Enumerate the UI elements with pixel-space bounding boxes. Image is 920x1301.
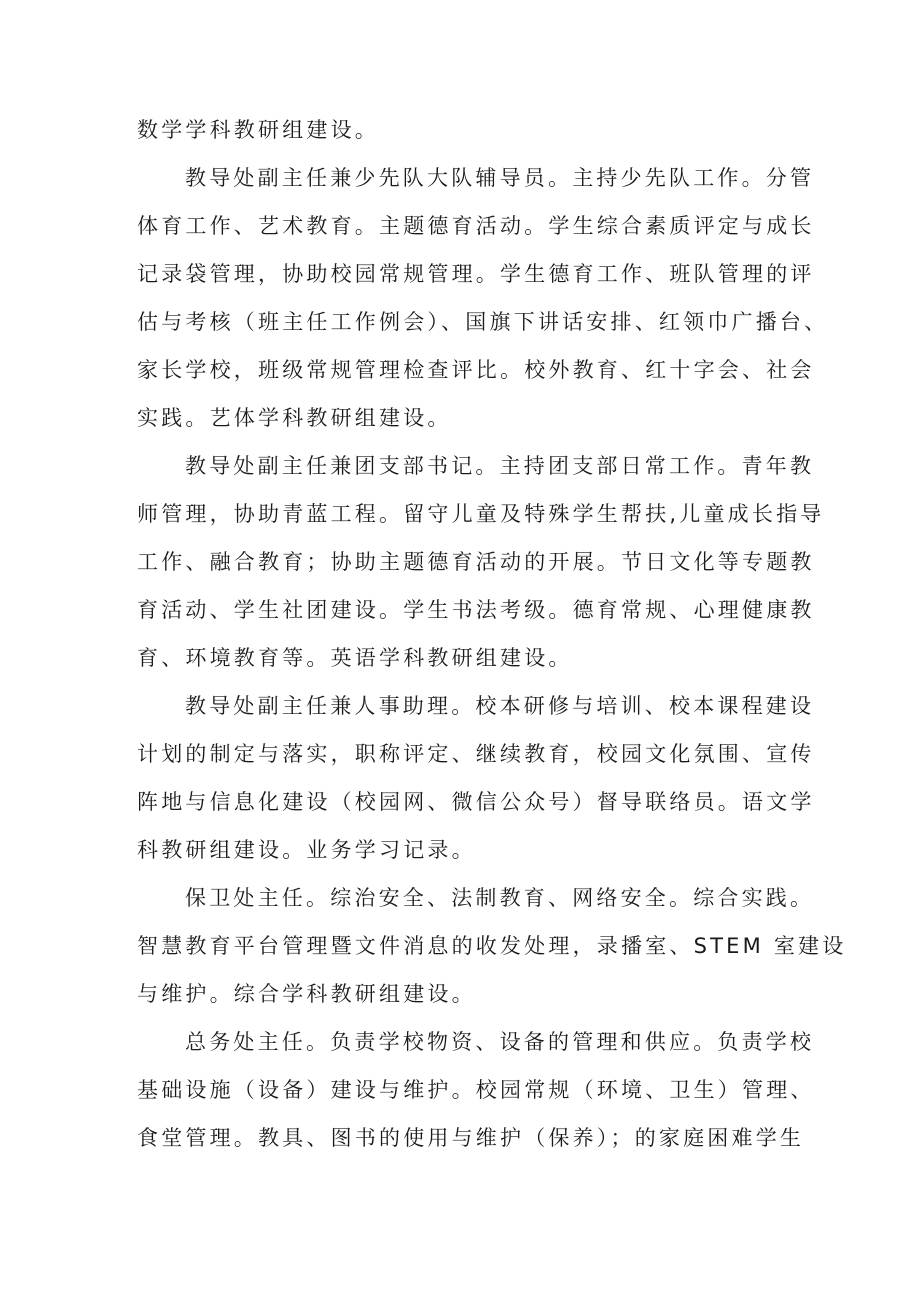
text-line: 计划的制定与落实，职称评定、继续教育，校园文化氛围、宣传	[137, 742, 815, 766]
text-line: 记录袋管理，协助校园常规管理。学生德育工作、班队管理的评	[137, 262, 815, 286]
text-line: 与维护。综合学科教研组建设。	[137, 982, 476, 1006]
text-line: 基础设施（设备）建设与维护。校园常规（环境、卫生）管理、	[137, 1078, 815, 1102]
text-line: 体育工作、艺术教育。主题德育活动。学生综合素质评定与成长	[137, 214, 815, 238]
text-line: 师管理，协助青蓝工程。留守儿童及特殊学生帮扶,儿童成长指导	[137, 502, 825, 526]
text-line: 科教研组建设。业务学习记录。	[137, 838, 476, 862]
paragraph-first-line: 教导处副主任兼少先队大队辅导员。主持少先队工作。分管	[185, 166, 815, 190]
paragraph-first-line: 教导处副主任兼团支部书记。主持团支部日常工作。青年教	[185, 454, 815, 478]
text-line: 估与考核（班主任工作例会）、国旗下讲话安排、红领巾广播台、	[137, 310, 829, 334]
text-line: 育活动、学生社团建设。学生书法考级。德育常规、心理健康教	[137, 598, 815, 622]
paragraph-first-line: 保卫处主任。综治安全、法制教育、网络安全。综合实践。	[185, 886, 815, 910]
text-line: 数学学科教研组建设。	[137, 118, 379, 142]
text-line: 食堂管理。教具、图书的使用与维护（保养）；的家庭困难学生	[137, 1126, 805, 1150]
paragraph-first-line: 教导处副主任兼人事助理。校本研修与培训、校本课程建设	[185, 694, 815, 718]
text-line: 智慧教育平台管理暨文件消息的收发处理，录播室、STEM 室建设	[137, 934, 847, 958]
text-line: 育、环境教育等。英语学科教研组建设。	[137, 646, 573, 670]
paragraph-first-line: 总务处主任。负责学校物资、设备的管理和供应。负责学校	[185, 1030, 815, 1054]
text-line: 实践。艺体学科教研组建设。	[137, 406, 452, 430]
text-line: 工作、融合教育；协助主题德育活动的开展。节日文化等专题教	[137, 550, 815, 574]
text-line: 家长学校，班级常规管理检查评比。校外教育、红十字会、社会	[137, 358, 815, 382]
text-line: 阵地与信息化建设（校园网、微信公众号）督导联络员。语文学	[137, 790, 815, 814]
